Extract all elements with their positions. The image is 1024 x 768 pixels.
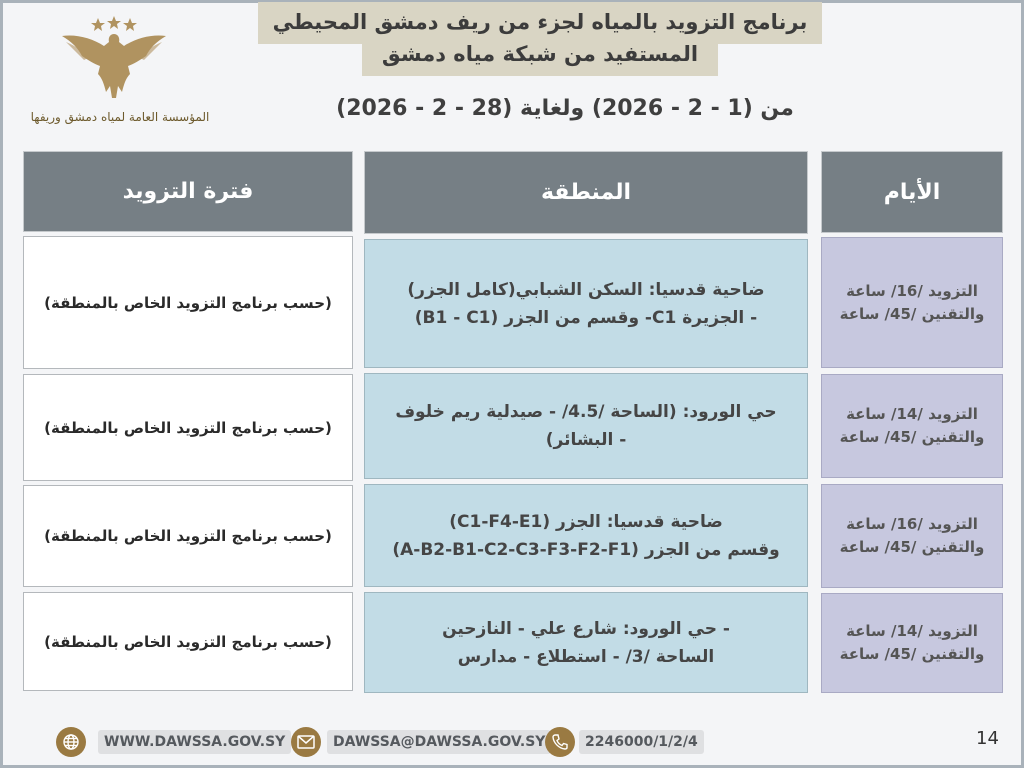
- table-row-1-days: [821, 237, 1003, 368]
- table-row-2-days: [821, 374, 1003, 478]
- days-line: والتقنين /45/ ساعة: [839, 645, 985, 663]
- table-row-2-period: (حسب برنامج التزويد الخاص بالمنطقة): [23, 374, 353, 481]
- days-line: التزويد /16/ ساعة: [846, 281, 978, 300]
- table-row-1-period: (حسب برنامج التزويد الخاص بالمنطقة): [23, 236, 353, 369]
- area-line: - حي الورود: شارع علي - النازحين: [442, 618, 730, 639]
- days-line: التزويد /16/ ساعة: [846, 515, 978, 533]
- date-range: من (1 - 2 - 2026) ولغاية (28 - 2 - 2026): [336, 96, 794, 121]
- phone-icon: [545, 727, 575, 757]
- days-line: والتقنين /45/ ساعة: [839, 428, 985, 446]
- table-row-4-period: (حسب برنامج التزويد الخاص بالمنطقة): [23, 592, 353, 691]
- table-row-4-area: [364, 592, 808, 693]
- page-number: 14: [976, 728, 999, 749]
- website-text[interactable]: WWW.DAWSSA.GOV.SY: [98, 730, 291, 754]
- table-row-3-area: [364, 484, 808, 587]
- title-line-1: برنامج التزويد بالمياه لجزء من ريف دمشق المحيطي: [258, 2, 822, 44]
- days-line: التزويد /14/ ساعة: [846, 405, 978, 423]
- globe-icon: [56, 727, 86, 757]
- email-text[interactable]: DAWSSA@DAWSSA.GOV.SY: [327, 730, 551, 754]
- area-line: ضاحية قدسيا: السكن الشبابي(كامل الجزر): [407, 279, 765, 300]
- phone-text[interactable]: 2246000/1/2/4: [579, 730, 704, 754]
- eagle-emblem-icon: [44, 12, 172, 108]
- header-period: فترة التزويد: [23, 151, 353, 232]
- envelope-icon: [291, 727, 321, 757]
- area-line: - الجزيرة C1- وقسم من الجزر (B1 - C1): [414, 307, 758, 328]
- area-line: حي الورود: (الساحة /4.5/ - صيدلية ريم خلوف: [395, 402, 777, 422]
- footer-website[interactable]: [56, 727, 286, 757]
- area-line: - البشائر): [545, 430, 627, 450]
- header-days: الأيام: [821, 151, 1003, 233]
- org-name: المؤسسة العامة لمياه دمشق وريفها: [30, 110, 210, 124]
- days-line: التزويد /14/ ساعة: [846, 622, 978, 640]
- area-line: ضاحية قدسيا: الجزر (C1-F4-E1): [449, 511, 723, 532]
- header-area: المنطقة: [364, 151, 808, 234]
- days-line: والتقنين /45/ ساعة: [839, 538, 985, 556]
- area-line: وقسم من الجزر (A-B2-B1-C2-C3-F3-F2-F1): [392, 539, 780, 560]
- title-line-2: المستفيد من شبكة مياه دمشق: [362, 42, 718, 76]
- table-row-3-days: [821, 484, 1003, 588]
- table-row-2-area: [364, 373, 808, 479]
- footer-email[interactable]: [291, 727, 546, 757]
- days-line: والتقنين /45/ ساعة: [839, 304, 985, 323]
- footer-phone[interactable]: [545, 727, 705, 757]
- table-row-4-days: [821, 593, 1003, 693]
- area-line: الساحة /3/ - استطلاع - مدارس: [457, 646, 715, 667]
- table-row-3-period: (حسب برنامج التزويد الخاص بالمنطقة): [23, 485, 353, 587]
- table-row-1-area: [364, 239, 808, 368]
- org-logo: [22, 10, 222, 130]
